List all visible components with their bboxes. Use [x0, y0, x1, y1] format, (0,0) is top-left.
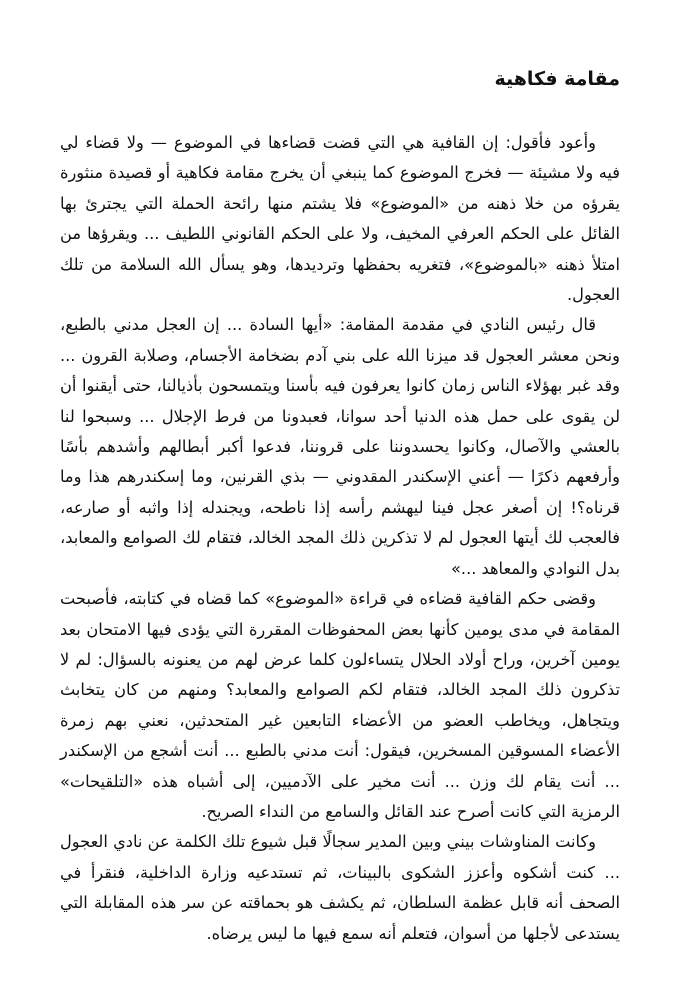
paragraph: وقضى حكم القافية قضاءه في قراءة «الموضوع» كما قضاه في كتابته، فأصبحت المقامة في مدى يومين كأنها بعض المحفوظات المقررة التي يؤدى فيها الامتحان بعد يومين آخرين، وراح أولاد الحلال يتساءلون كلما عرض لهم من يعنونه بالسؤال: لم لا تذكرون ذلك المجد الخالد، فتقام لكم الصوامع والمعابد؟ ومنهم من كان يتخابث ويتجاهل، ويخاطب العضو من الأعضاء التابعين غير المتحدثين، نعني بهم زمرة الأعضاء المسوقين المسخرين، فيقول: أنت مدني بالطبع ... أنت أشجع من الإسكندر ... أنت يقام لك وزن ... أنت مخير على الآدميين، إلى أشباه هذه «التلقيحات» الرمزية التي كانت أصرح عند القائل والسامع من النداء الصريح. — [60, 589, 620, 821]
paragraph: وأعود فأقول: إن القافية هي التي قضت قضاءها في الموضوع — ولا قضاء لي فيه ولا مشيئة — فخرج الموضوع كما ينبغي أن يخرج مقامة فكاهية أو قصيدة منثورة يقرؤه من خلا ذهنه من «الموضوع» فلا يشتم منها رائحة الحملة التي يجترئ بها القائل على الحكم العرفي المخيف، ولا على الحكم القانوني اللطيف ... ويقرؤها من امتلأ ذهنه «بالموضوع»، فتغريه بحفظها وترديدها، وهو يسأل الله السلامة من تلك العجول. — [60, 133, 620, 305]
paragraph: قال رئيس النادي في مقدمة المقامة: «أيها السادة ... إن العجل مدني بالطبع، ونحن معشر العجول قد ميزنا الله على بني آدم بضخامة الأجسام، وصلابة القرون ... وقد غبر بهؤلاء الناس زمان كانوا يعرفون فيه بأسنا ويتمسحون بأذيالنا، حتى أيقنوا أن لن يقوى على حمل هذه الدنيا أحد سوانا، فعبدونا من فرط الإجلال ... وسبحوا لنا بالعشي والآصال، وكانوا يحسدوننا على قروننا، فدعوا أكبر أبطالهم وأشدهم بأسًا وأرفعهم ذكرًا — أعني الإسكندر المقدوني — بذي القرنين، وما إسكندرهم هذا وما قرناه؟! إن أصغر عجل فينا ليهشم رأسه إذا ناطحه، ويجندله إذا واثبه أو صارعه، فالعجب لك أيتها العجول لم لا تذكرين ذلك المجد الخالد، فتقام لك الصوامع والمعابد، بدل النوادي والمعاهد ...» — [60, 315, 620, 578]
page-title: مقامة فكاهية — [494, 68, 620, 90]
document-page — [60, 64, 620, 949]
paragraph: وكانت المناوشات بيني وبين المدير سجالًا قبل شيوع تلك الكلمة عن نادي العجول ... كنت أشكوه وأعزز الشكوى بالبينات، ثم تستدعيه وزارة الداخلية، فنقرأ في الصحف أنه قابل عظمة السلطان، ثم يكشف هو بحماقته عن سر هذه المقابلة التي يستدعى لأجلها من أسوان، فتعلم أنه سمع فيها ما ليس يرضاه. — [60, 832, 620, 943]
